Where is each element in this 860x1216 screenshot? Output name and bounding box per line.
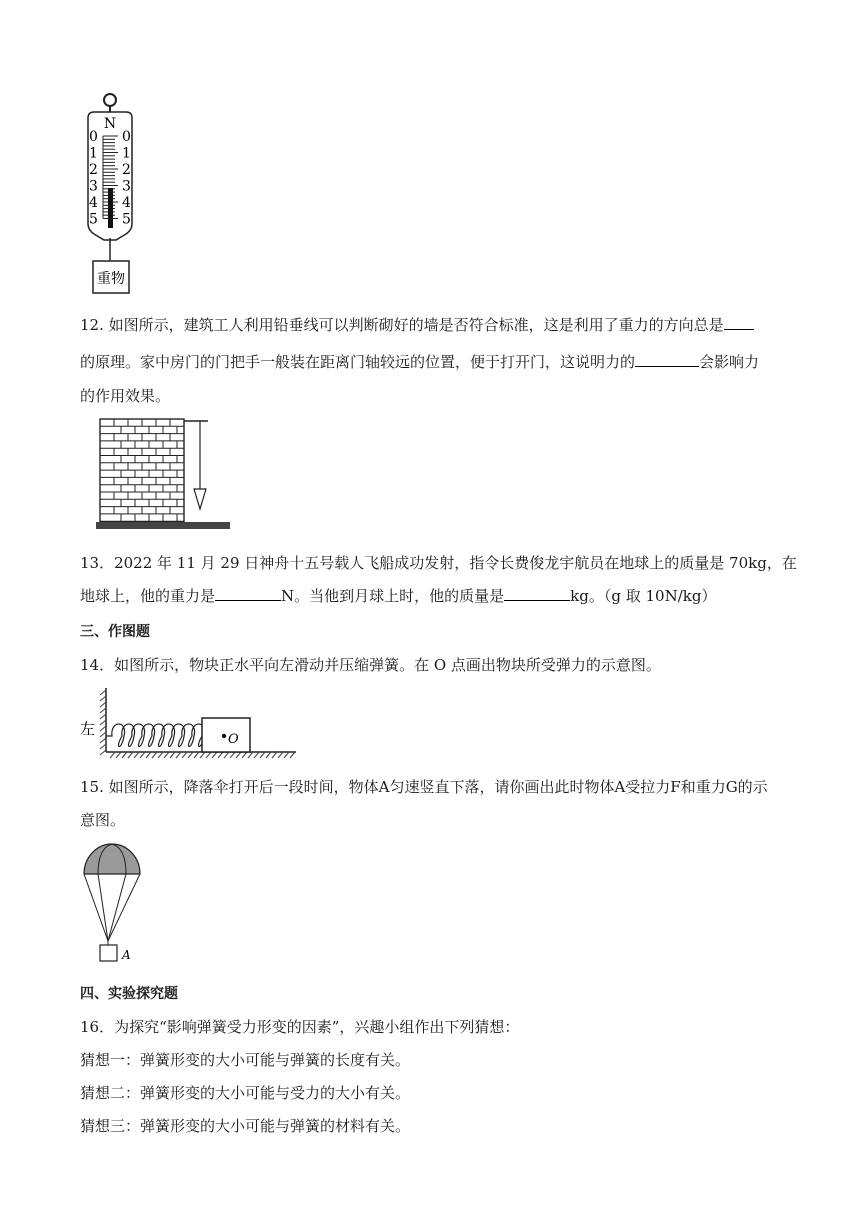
block xyxy=(202,718,250,752)
wall-plumb-figure xyxy=(94,415,234,535)
spring-block-figure xyxy=(78,684,300,764)
section-4-heading: 四、实验探究题 xyxy=(80,986,178,1002)
q12-blank-1[interactable] xyxy=(724,314,754,330)
scale-number-left: 5 xyxy=(89,211,98,228)
scale-number-left: 2 xyxy=(89,162,98,178)
q13-line2: 地球上，他的重力是 N。当他到月球上时，他的质量是 kg。（g 取 10N/kg） xyxy=(80,587,717,605)
q16-guess-1: 猜想一：弹簧形变的大小可能与弹簧的长度有关。 xyxy=(80,1051,411,1069)
plumb-bob xyxy=(194,489,206,509)
scale-number-right: 1 xyxy=(122,145,131,162)
scale-number-right: 3 xyxy=(122,178,131,195)
q12-line1: 12. 如图所示，建筑工人利用铅垂线可以判断砌好的墙是否符合标准，这是利用了重力的方向总是 xyxy=(80,314,754,335)
point-o-label: O xyxy=(228,732,239,747)
ground xyxy=(96,522,230,529)
parachute-figure xyxy=(80,838,144,966)
q15-line2: 意图。 xyxy=(80,811,126,829)
scale-number-right: 0 xyxy=(122,129,131,145)
scale-number-right: 5 xyxy=(122,211,131,228)
q12-line3: 的作用效果。 xyxy=(80,387,171,405)
q12-blank-2[interactable] xyxy=(635,351,699,367)
scale-number-left: 1 xyxy=(89,145,98,162)
q16-guess-3: 猜想三：弹簧形变的大小可能与弹簧的材料有关。 xyxy=(80,1117,411,1135)
q13-blank-2[interactable] xyxy=(504,585,570,601)
q14-text: 14．如图所示，物块正水平向左滑动并压缩弹簧。在 O 点画出物块所受弹力的示意图。 xyxy=(80,656,661,674)
q15-line1: 15. 如图所示，降落伞打开后一段时间，物体A匀速竖直下落，请你画出此时物体A受拉力F和重力G的示 xyxy=(80,778,768,796)
q12-line2: 的原理。家中房门的门把手一般装在距离门轴较远的位置，便于打开门，这说明力的 会影响力 xyxy=(80,353,760,371)
q13-blank-1[interactable] xyxy=(215,585,281,601)
q16-intro: 16．为探究“影响弹簧受力形变的因素”，兴趣小组作出下列猜想： xyxy=(80,1018,520,1036)
left-label: 左 xyxy=(80,720,96,738)
object-a-label: A xyxy=(122,948,131,962)
scale-pointer-bar xyxy=(108,188,113,228)
scale-hook-ring xyxy=(104,94,116,106)
q13-line1: 13．2022 年 11 月 29 日神舟十五号载人飞船成功发射，指令长费俊龙宇航员在地球上的质量是 70kg，在 xyxy=(80,554,797,572)
scale-number-left: 4 xyxy=(89,195,98,211)
scale-number-right: 2 xyxy=(122,162,131,178)
scale-number-left: 3 xyxy=(89,178,98,195)
section-3-heading: 三、作图题 xyxy=(80,624,150,640)
q16-guess-2: 猜想二：弹簧形变的大小可能与受力的大小有关。 xyxy=(80,1084,411,1102)
spring-scale-figure xyxy=(80,88,150,300)
parachute-canopy xyxy=(84,844,140,874)
scale-number-right: 4 xyxy=(122,195,131,211)
spring-coil xyxy=(106,724,205,747)
weight-label: 重物 xyxy=(97,271,125,287)
object-a-box xyxy=(100,945,117,961)
point-o xyxy=(222,734,226,738)
scale-number-left: 0 xyxy=(89,129,98,145)
scale-unit: N xyxy=(103,116,117,132)
